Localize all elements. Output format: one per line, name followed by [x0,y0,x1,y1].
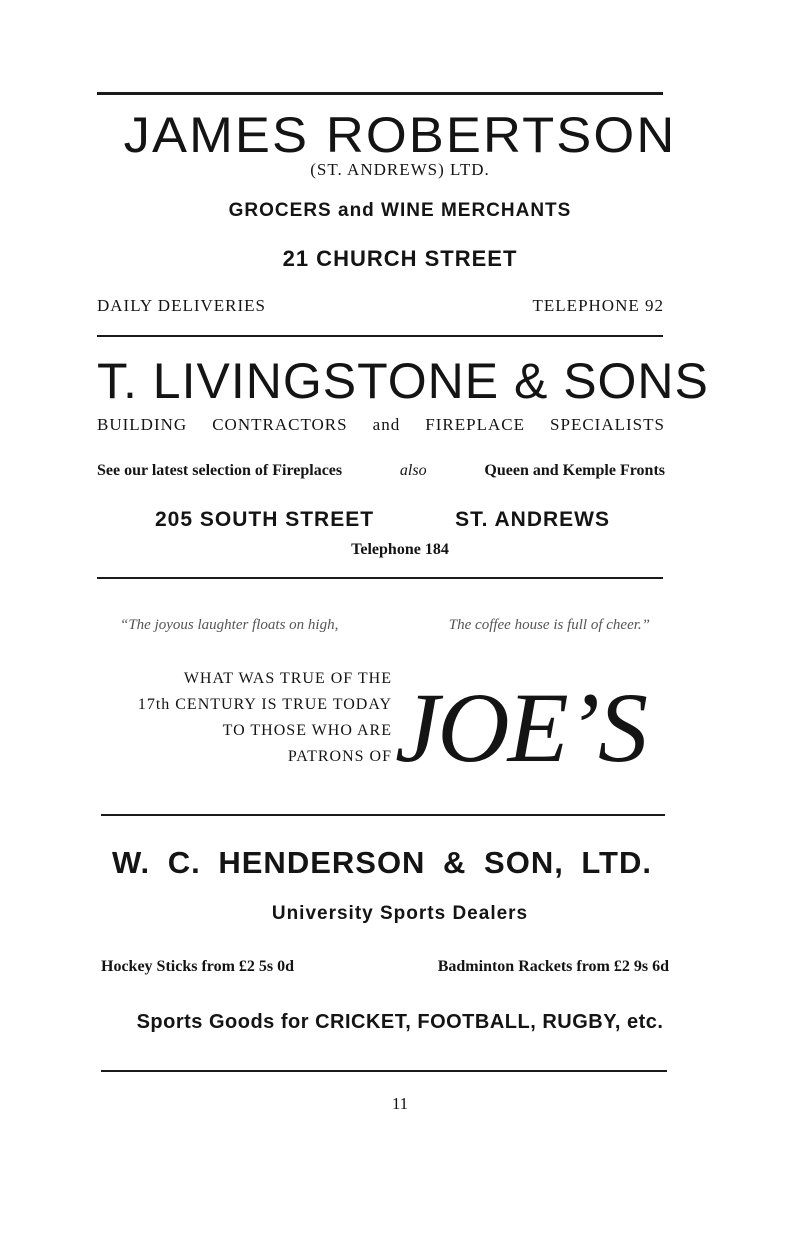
ad-prices [101,958,669,976]
ad-note-left: DAILY DELIVERIES [97,296,266,315]
ad-body-line: WHAT WAS TRUE OF THE [183,670,392,687]
ad-trade: GROCERS and WINE MERCHANTS [228,200,572,221]
divider-2 [97,577,663,579]
ad-subtitle-word: BUILDING [97,415,188,434]
ad-address [155,508,610,532]
ad-sports-goods: Sports Goods for CRICKET, FOOTBALL, RUGBY, etc. [136,1011,664,1033]
page-number: 11 [391,1094,409,1113]
ad-address-town: ST. ANDREWS [455,508,610,531]
ad-subtitle [97,415,665,435]
ad-subtitle-word: FIREPLACE [425,415,525,434]
ad-feature-right: Queen and Kemple Fronts [484,462,665,479]
ad-subtitle-word: and [372,415,401,434]
ad-body-line: 17th CENTURY IS TRUE TODAY [137,696,392,713]
ad-feature-left: See our latest selection of Fireplaces [97,462,343,479]
ad-address-street: 205 SOUTH STREET [155,508,375,531]
ad-note-right: TELEPHONE 92 [532,296,664,315]
ad-feature-line [97,462,665,480]
ad-subtitle: University Sports Dealers [271,903,529,924]
ad-title: JAMES ROBERTSON [123,107,677,163]
ad-quote [120,617,650,634]
ad-body-line: PATRONS OF [287,748,392,765]
ad-price-hockey: Hockey Sticks from £2 5s 0d [101,958,295,975]
ad-quote-left: “The joyous laughter floats on high, [120,617,339,633]
divider-top [97,92,663,95]
divider-1 [97,335,663,337]
ad-quote-right: The coffee house is full of cheer.” [448,617,650,633]
ad-subtitle-word: SPECIALISTS [550,415,665,434]
divider-bottom [101,1070,667,1072]
ad-body-text [100,666,392,770]
ad-subtitle-word: CONTRACTORS [212,415,348,434]
ad-title: T. LIVINGSTONE & SONS [97,353,709,409]
ad-telephone: Telephone 184 [351,541,449,558]
ad-feature-also: also [399,462,427,479]
ad-subtitle: (ST. ANDREWS) LTD. [310,160,490,179]
ad-title: W. C. HENDERSON & SON, LTD. [112,845,652,880]
divider-3 [101,814,665,816]
ad-price-badminton: Badminton Rackets from £2 9s 6d [437,958,669,975]
ad-address: 21 CHURCH STREET [282,246,518,271]
ad-body-line: TO THOSE WHO ARE [222,722,392,739]
joes-logo: JOE’S [395,672,646,783]
